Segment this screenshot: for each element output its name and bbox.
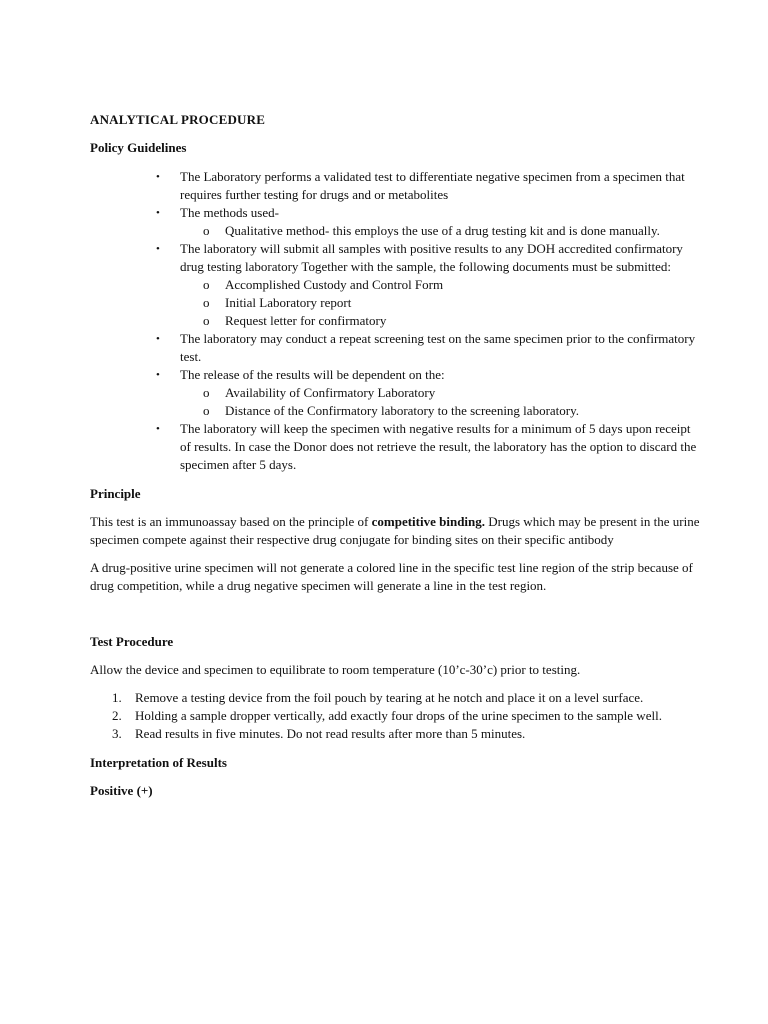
test-procedure-heading: Test Procedure <box>90 634 174 649</box>
policy-subitem <box>180 402 700 420</box>
policy-item-text: The release of the results will be dependent on the: <box>180 367 445 382</box>
policy-item <box>90 204 700 240</box>
policy-subitem-text: Qualitative method- this employs the use of a drug testing kit and is done manually. <box>225 223 660 238</box>
document-title: ANALYTICAL PROCEDURE <box>90 112 266 127</box>
policy-subitem-text: Distance of the Confirmatory laboratory to the screening laboratory. <box>225 403 580 418</box>
sub-bullet-icon: o <box>203 277 210 292</box>
policy-sublist <box>180 276 700 330</box>
bullet-icon: • <box>156 333 160 345</box>
step-text: Holding a sample dropper vertically, add exactly four drops of the urine specimen to the sample well. <box>135 708 662 723</box>
policy-item-text: The methods used- <box>180 205 279 220</box>
policy-item-text: The laboratory will keep the specimen with negative results for a minimum of 5 days upon receipt of results. In case the Donor does not retrieve the result, the laboratory has the option to discard the specimen after 5 days. <box>180 421 697 472</box>
test-procedure-intro: Allow the device and specimen to equilibrate to room temperature (10’c-30’c) prior to testing. <box>90 662 581 677</box>
policy-sublist <box>180 222 700 240</box>
policy-subitem <box>180 276 700 294</box>
policy-item <box>90 366 700 420</box>
policy-item-text: The laboratory may conduct a repeat screening test on the same specimen prior to the confirmatory test. <box>180 331 696 364</box>
step-number: 2. <box>112 708 122 723</box>
principle-text: Drugs which may be present in the urine specimen compete against their respective drug conjugate for binding sites on their specific antibody <box>90 514 700 547</box>
sub-bullet-icon: o <box>203 385 210 400</box>
step-number: 1. <box>112 690 122 705</box>
interpretation-heading: Interpretation of Results <box>90 755 227 770</box>
step-text: Remove a testing device from the foil pouch by tearing at he notch and place it on a level surface. <box>135 690 644 705</box>
sub-bullet-icon: o <box>203 313 210 328</box>
policy-item <box>90 330 700 366</box>
bullet-icon: • <box>156 423 160 435</box>
procedure-step <box>90 725 700 743</box>
policy-sublist <box>180 384 700 420</box>
policy-subitem-text: Availability of Confirmatory Laboratory <box>225 385 436 400</box>
policy-item <box>90 240 700 330</box>
principle-paragraph <box>90 513 700 549</box>
policy-subitem-text: Request letter for confirmatory <box>225 313 387 328</box>
procedure-steps <box>90 689 700 743</box>
document-body <box>90 111 700 800</box>
bullet-icon: • <box>156 207 160 219</box>
policy-subitem-text: Initial Laboratory report <box>225 295 352 310</box>
policy-subitem <box>180 312 700 330</box>
policy-item <box>90 168 700 204</box>
policy-subitem <box>180 222 700 240</box>
sub-bullet-icon: o <box>203 403 210 418</box>
policy-item-text: The Laboratory performs a validated test to differentiate negative specimen from a specimen that requires further testing for drugs and or metabolites <box>180 169 685 202</box>
policy-subitem <box>180 384 700 402</box>
positive-heading: Positive (+) <box>90 783 153 798</box>
principle-paragraph-2: A drug-positive urine specimen will not generate a colored line in the specific test line region of the strip because of drug competition, while a drug negative specimen will generate a line in the test region. <box>90 560 693 593</box>
sub-bullet-icon: o <box>203 295 210 310</box>
bullet-icon: • <box>156 243 160 255</box>
policy-heading: Policy Guidelines <box>90 140 187 155</box>
principle-text: This test is an immunoassay based on the principle of <box>90 514 372 529</box>
policy-item <box>90 420 700 474</box>
procedure-step <box>90 707 700 725</box>
principle-heading: Principle <box>90 486 141 501</box>
step-text: Read results in five minutes. Do not read results after more than 5 minutes. <box>135 726 526 741</box>
policy-subitem-text: Accomplished Custody and Control Form <box>225 277 444 292</box>
step-number: 3. <box>112 726 122 741</box>
policy-item-text: The laboratory will submit all samples with positive results to any DOH accredited confirmatory drug testing laboratory Together with the sample, the following documents must be submitted: <box>180 241 683 274</box>
sub-bullet-icon: o <box>203 223 210 238</box>
policy-list <box>90 168 700 474</box>
policy-subitem <box>180 294 700 312</box>
bullet-icon: • <box>156 369 160 381</box>
procedure-step <box>90 689 700 707</box>
principle-emphasis: competitive binding. <box>371 514 486 529</box>
bullet-icon: • <box>156 171 160 183</box>
